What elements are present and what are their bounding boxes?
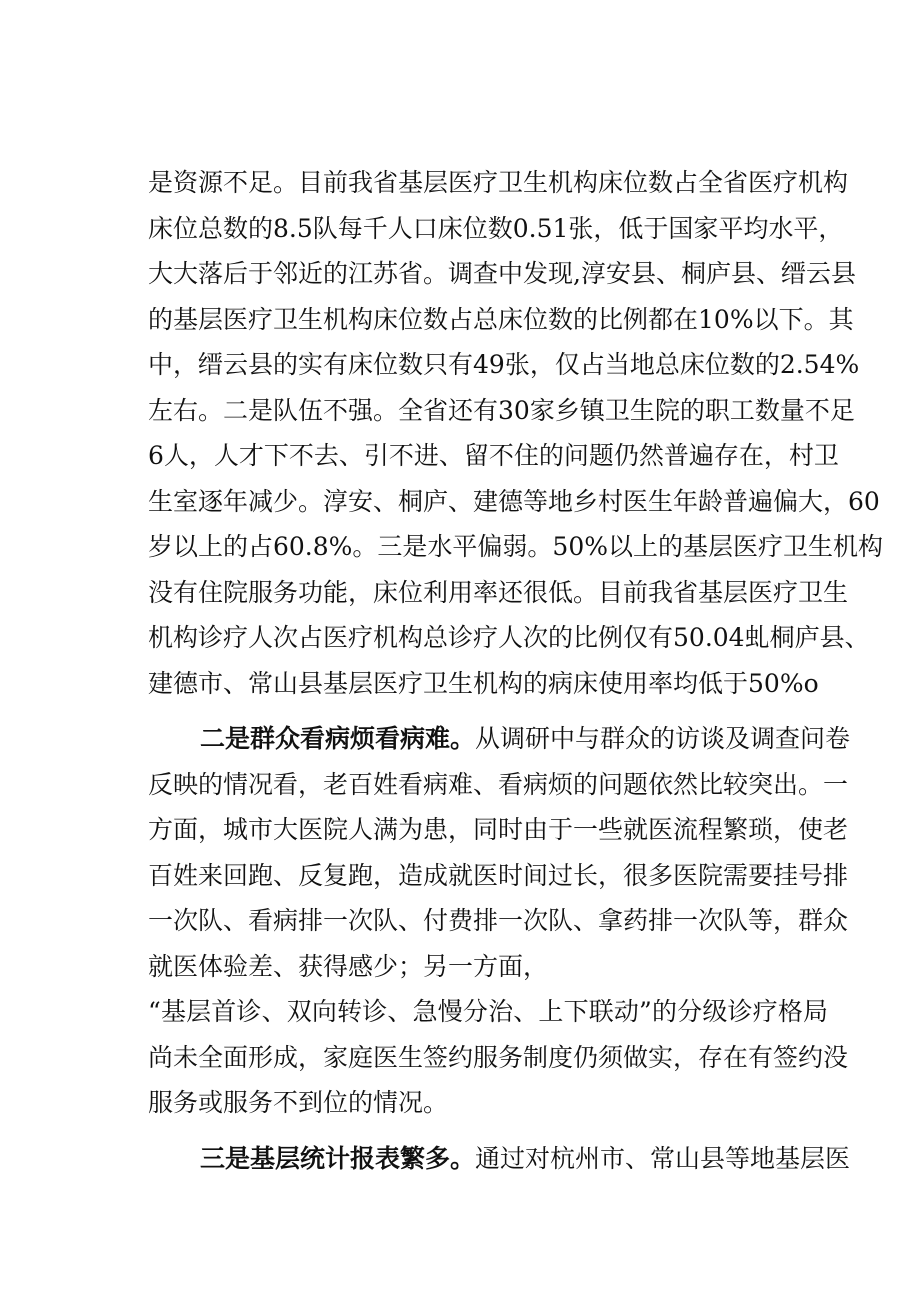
document-body [148, 160, 883, 1181]
p1-line-10: 没有住院服务功能，床位利用率还很低。目前我省基层医疗卫生 [148, 577, 849, 607]
p2-line-5: 一次队、看病排一次队、付费排一次队、拿药排一次队等，群众 [148, 906, 849, 935]
p2-line-7: “基层首诊、双向转诊、急慢分治、上下联动”的分级诊疗格局 [148, 997, 828, 1026]
p1-line-5: 中，缙云县的实有床位数只有49张，仅占当地总床位数的2.54% [148, 350, 860, 379]
p3-line-1 [148, 1136, 851, 1182]
p2-line-8: 尚未全面形成，家庭医生签约服务制度仍须做实，存在有签约没 [148, 1042, 849, 1072]
p2-line-6: 就医体验差、获得感少；另一方面， [148, 951, 549, 981]
p1-line-12: 建德市、常山县基层医疗卫生机构的病床使用率均低于50%o [148, 668, 819, 698]
p2-heading: 二是群众看病烦看病难。 [200, 724, 476, 753]
p1-line-2: 床位总数的8.5队每千人口床位数0.51张，低于国家平均水平， [148, 213, 844, 243]
p1-line-9: 岁以上的占60.8%。三是水平偏弱。50%以上的基层医疗卫生机构 [148, 532, 883, 561]
p1-line-1: 是资源不足。目前我省基层医疗卫生机构床位数占全省医疗机构 [148, 168, 849, 197]
p2-line-4: 百姓来回跑、反复跑，造成就医时间过长，很多医院需要挂号排 [148, 860, 849, 890]
p1-line-3: 大大落后于邻近的江苏省。调查中发现,淳安县、桐庐县、缙云县 [148, 259, 856, 288]
p1-line-7: 6人，人才下不去、引不进、留不住的问题仍然普遍存在，村卫 [148, 441, 839, 470]
p1-line-8: 生室逐年减少。淳安、桐庐、建德等地乡村医生年龄普遍偏大，60 [148, 486, 880, 516]
p3-heading: 三是基层统计报表繁多。 [200, 1143, 476, 1173]
p2-line-1-text: 从调研中与群众的访谈及调查问卷 [475, 724, 851, 753]
p1-line-11: 机构诊疗人次占医疗机构总诊疗人次的比例仅有50.04虬桐庐县、 [148, 623, 870, 652]
p2-line-9: 服务或服务不到位的情况。 [148, 1088, 449, 1117]
p2-line-2: 反映的情况看，老百姓看病难、看病烦的问题依然比较突出。一 [148, 769, 849, 799]
p1-line-6: 左右。二是队伍不强。全省还有30家乡镇卫生院的职工数量不足 [148, 395, 855, 425]
p3-line-1-text: 通过对杭州市、常山县等地基层医 [475, 1143, 851, 1173]
p2-line-3: 方面，城市大医院人满为患，同时由于一些就医流程繁琐，使老 [148, 815, 849, 844]
p2-line-1 [148, 716, 851, 762]
p1-line-4: 的基层医疗卫生机构床位数占总床位数的比例都在10%以下。其 [148, 304, 854, 334]
